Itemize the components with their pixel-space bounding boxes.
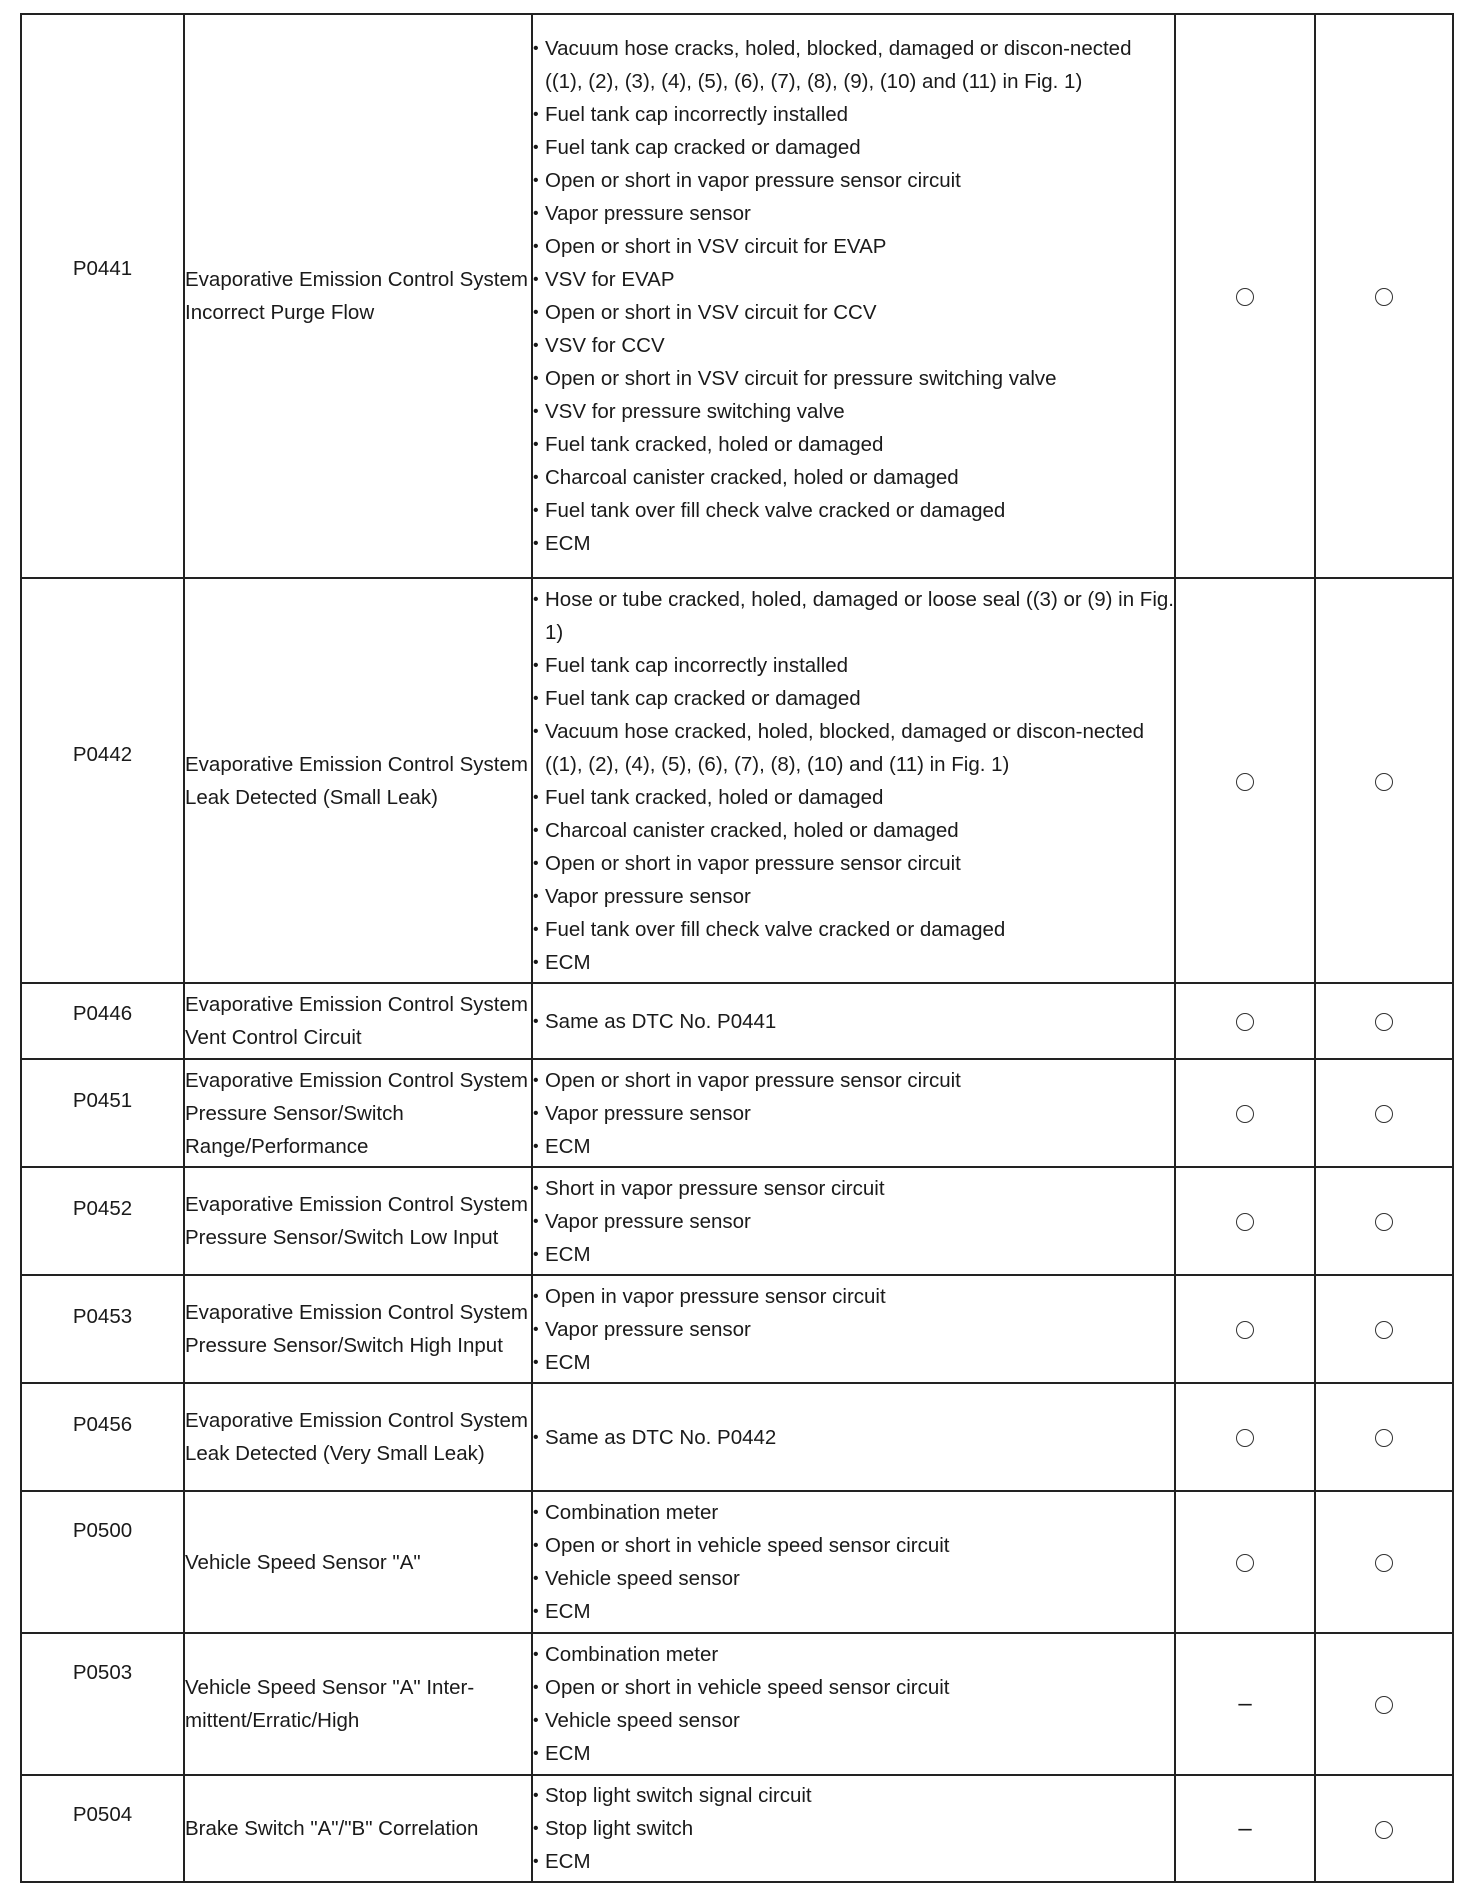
circle-icon xyxy=(1375,1321,1393,1339)
dtc-code: P0452 xyxy=(72,1197,133,1220)
dtc-code-cell xyxy=(21,1167,184,1275)
mil-indicator-cell xyxy=(1175,983,1315,1059)
mil-indicator-cell xyxy=(1175,1383,1315,1491)
trouble-area-list xyxy=(533,1421,1174,1454)
dtc-code: P0442 xyxy=(72,743,133,766)
table-row xyxy=(21,1633,1453,1775)
trouble-area-item: • Vapor pressure sensor xyxy=(533,1097,1174,1130)
trouble-area-cell xyxy=(532,14,1175,578)
circle-icon xyxy=(1236,1213,1254,1231)
trouble-area-item: • Open or short in VSV circuit for EVAP xyxy=(533,230,1174,263)
mil-indicator-cell xyxy=(1175,1059,1315,1167)
dtc-code-cell xyxy=(21,578,184,983)
circle-icon xyxy=(1236,1105,1254,1123)
circle-icon xyxy=(1375,773,1393,791)
memory-indicator-cell xyxy=(1315,1775,1453,1882)
memory-indicator-cell xyxy=(1315,1633,1453,1775)
trouble-area-item: • Combination meter xyxy=(533,1638,1174,1671)
dtc-code: P0504 xyxy=(72,1803,133,1826)
detection-item: Vehicle Speed Sensor "A" xyxy=(185,1550,421,1574)
dash-icon: – xyxy=(1238,1814,1252,1842)
dtc-code-cell xyxy=(21,1383,184,1491)
circle-icon xyxy=(1375,1013,1393,1031)
table-row xyxy=(21,578,1453,983)
dash-icon: – xyxy=(1238,1690,1252,1717)
memory-indicator-cell xyxy=(1315,14,1453,578)
trouble-area-cell xyxy=(532,1383,1175,1491)
trouble-area-item: • Stop light switch signal circuit xyxy=(533,1779,1174,1812)
dtc-code: P0503 xyxy=(72,1661,133,1684)
circle-icon xyxy=(1375,1429,1393,1447)
trouble-area-item: • Vehicle speed sensor xyxy=(533,1704,1174,1737)
trouble-area-item: • Vapor pressure sensor xyxy=(533,1313,1174,1346)
detection-item-cell xyxy=(184,1491,532,1633)
trouble-area-list xyxy=(533,1064,1174,1163)
trouble-area-item: • Vapor pressure sensor xyxy=(533,880,1174,913)
detection-item: Evaporative Emission Control System Leak Detected (Very Small Leak) xyxy=(185,1409,528,1465)
circle-icon xyxy=(1375,1213,1393,1231)
trouble-area-item: • Open or short in vapor pressure sensor circuit xyxy=(533,1064,1174,1097)
circle-icon xyxy=(1236,288,1254,306)
detection-item: Evaporative Emission Control System Incorrect Purge Flow xyxy=(185,268,528,324)
trouble-area-item: • ECM xyxy=(533,946,1174,979)
trouble-area-item: • Fuel tank over fill check valve cracked or damaged xyxy=(533,494,1174,527)
trouble-area-item: • Fuel tank cracked, holed or damaged xyxy=(533,781,1174,814)
detection-item-cell xyxy=(184,983,532,1059)
trouble-area-cell xyxy=(532,1775,1175,1882)
mil-indicator-cell xyxy=(1175,1491,1315,1633)
detection-item: Evaporative Emission Control System Pressure Sensor/Switch High Input xyxy=(185,1301,528,1357)
trouble-area-item: • VSV for EVAP xyxy=(533,263,1174,296)
detection-item-cell xyxy=(184,578,532,983)
trouble-area-item: • ECM xyxy=(533,1845,1174,1878)
trouble-area-item: • Combination meter xyxy=(533,1496,1174,1529)
trouble-area-cell xyxy=(532,1275,1175,1383)
mil-indicator-cell xyxy=(1175,1275,1315,1383)
trouble-area-item: • ECM xyxy=(533,1595,1174,1628)
detection-item: Evaporative Emission Control System Pressure Sensor/Switch Range/Performance xyxy=(185,1068,528,1158)
circle-icon xyxy=(1375,288,1393,306)
table-row xyxy=(21,1775,1453,1882)
trouble-area-item: • VSV for pressure switching valve xyxy=(533,395,1174,428)
trouble-area-item: • Open or short in vehicle speed sensor circuit xyxy=(533,1529,1174,1562)
trouble-area-item: • Vacuum hose cracks, holed, blocked, damaged or discon-nected ((1), (2), (3), (4), (5), (6), (7), (8), (9), (10) and (11) in Fig. 1) xyxy=(533,32,1174,98)
memory-indicator-cell xyxy=(1315,1491,1453,1633)
trouble-area-item: • Open or short in vapor pressure sensor circuit xyxy=(533,847,1174,880)
trouble-area-cell xyxy=(532,1167,1175,1275)
dtc-code: P0456 xyxy=(72,1413,133,1436)
mil-indicator-cell xyxy=(1175,578,1315,983)
memory-indicator-cell xyxy=(1315,578,1453,983)
trouble-area-item: • Same as DTC No. P0441 xyxy=(533,1005,1174,1038)
dtc-code: P0441 xyxy=(72,257,133,280)
dtc-code: P0453 xyxy=(72,1305,133,1328)
mil-indicator-cell xyxy=(1175,14,1315,578)
dtc-code-cell xyxy=(21,1275,184,1383)
detection-item-cell xyxy=(184,1275,532,1383)
trouble-area-item: • Hose or tube cracked, holed, damaged or loose seal ((3) or (9) in Fig. 1) xyxy=(533,583,1174,649)
detection-item: Evaporative Emission Control System Leak Detected (Small Leak) xyxy=(185,752,528,809)
trouble-area-item: • ECM xyxy=(533,527,1174,560)
trouble-area-item: • Vacuum hose cracked, holed, blocked, damaged or discon-nected ((1), (2), (4), (5), (6), (7), (8), (10) and (11) in Fig. 1) xyxy=(533,715,1174,781)
detection-item-cell xyxy=(184,1167,532,1275)
table-row xyxy=(21,1059,1453,1167)
trouble-area-list xyxy=(533,1280,1174,1379)
trouble-area-list xyxy=(533,1779,1174,1878)
trouble-area-item: • Open in vapor pressure sensor circuit xyxy=(533,1280,1174,1313)
trouble-area-item: • Same as DTC No. P0442 xyxy=(533,1421,1174,1454)
detection-item-cell xyxy=(184,1059,532,1167)
dtc-code: P0446 xyxy=(72,1002,133,1025)
memory-indicator-cell xyxy=(1315,1275,1453,1383)
mil-indicator-cell xyxy=(1175,1775,1315,1882)
dtc-code-cell xyxy=(21,1633,184,1775)
trouble-area-item: • ECM xyxy=(533,1130,1174,1163)
trouble-area-item: • Stop light switch xyxy=(533,1812,1174,1845)
circle-icon xyxy=(1236,1013,1254,1031)
trouble-area-item: • Fuel tank cap cracked or damaged xyxy=(533,682,1174,715)
trouble-area-item: • Open or short in VSV circuit for pressure switching valve xyxy=(533,362,1174,395)
trouble-area-item: • VSV for CCV xyxy=(533,329,1174,362)
memory-indicator-cell xyxy=(1315,983,1453,1059)
circle-icon xyxy=(1375,1696,1393,1714)
trouble-area-item: • ECM xyxy=(533,1238,1174,1271)
trouble-area-item: • Charcoal canister cracked, holed or damaged xyxy=(533,814,1174,847)
dtc-code-cell xyxy=(21,14,184,578)
table-row xyxy=(21,1491,1453,1633)
trouble-area-cell xyxy=(532,578,1175,983)
detection-item-cell xyxy=(184,14,532,578)
circle-icon xyxy=(1236,1321,1254,1339)
trouble-area-item: • Open or short in VSV circuit for CCV xyxy=(533,296,1174,329)
detection-item: Brake Switch "A"/"B" Correlation xyxy=(185,1817,479,1840)
trouble-area-item: • Short in vapor pressure sensor circuit xyxy=(533,1172,1174,1205)
trouble-area-cell xyxy=(532,983,1175,1059)
dtc-code-cell xyxy=(21,1775,184,1882)
trouble-area-cell xyxy=(532,1633,1175,1775)
circle-icon xyxy=(1375,1821,1393,1839)
table-row xyxy=(21,983,1453,1059)
trouble-area-cell xyxy=(532,1491,1175,1633)
dtc-code: P0451 xyxy=(72,1089,133,1112)
detection-item: Evaporative Emission Control System Pressure Sensor/Switch Low Input xyxy=(185,1193,528,1249)
trouble-area-item: • Vapor pressure sensor xyxy=(533,197,1174,230)
detection-item-cell xyxy=(184,1633,532,1775)
trouble-area-item: • ECM xyxy=(533,1737,1174,1770)
trouble-area-item: • Fuel tank cap incorrectly installed xyxy=(533,98,1174,131)
trouble-area-item: • Open or short in vehicle speed sensor circuit xyxy=(533,1671,1174,1704)
memory-indicator-cell xyxy=(1315,1383,1453,1491)
table-row xyxy=(21,1383,1453,1491)
dtc-code-cell xyxy=(21,1491,184,1633)
detection-item-cell xyxy=(184,1383,532,1491)
circle-icon xyxy=(1236,1429,1254,1447)
memory-indicator-cell xyxy=(1315,1167,1453,1275)
dtc-code-cell xyxy=(21,1059,184,1167)
circle-icon xyxy=(1375,1554,1393,1572)
trouble-area-item: • Vehicle speed sensor xyxy=(533,1562,1174,1595)
trouble-area-list xyxy=(533,1005,1174,1038)
table-row xyxy=(21,14,1453,578)
mil-indicator-cell xyxy=(1175,1633,1315,1775)
circle-icon xyxy=(1375,1105,1393,1123)
dtc-table-body xyxy=(21,14,1453,1882)
detection-item: Evaporative Emission Control System Vent Control Circuit xyxy=(185,993,528,1049)
trouble-area-item: • Fuel tank cracked, holed or damaged xyxy=(533,428,1174,461)
trouble-area-item: • ECM xyxy=(533,1346,1174,1379)
trouble-area-cell xyxy=(532,1059,1175,1167)
table-row xyxy=(21,1275,1453,1383)
trouble-area-item: • Fuel tank cap cracked or damaged xyxy=(533,131,1174,164)
mil-indicator-cell xyxy=(1175,1167,1315,1275)
trouble-area-item: • Fuel tank over fill check valve cracked or damaged xyxy=(533,913,1174,946)
detection-item: Vehicle Speed Sensor "A" Inter-mittent/Erratic/High xyxy=(185,1676,475,1732)
table-row xyxy=(21,1167,1453,1275)
circle-icon xyxy=(1236,1554,1254,1572)
trouble-area-list xyxy=(533,32,1174,560)
dtc-code-cell xyxy=(21,983,184,1059)
dtc-code: P0500 xyxy=(72,1519,133,1542)
trouble-area-item: • Fuel tank cap incorrectly installed xyxy=(533,649,1174,682)
trouble-area-item: • Vapor pressure sensor xyxy=(533,1205,1174,1238)
circle-icon xyxy=(1236,773,1254,791)
trouble-area-list xyxy=(533,583,1174,979)
dtc-table xyxy=(20,13,1454,1883)
trouble-area-item: • Open or short in vapor pressure sensor circuit xyxy=(533,164,1174,197)
memory-indicator-cell xyxy=(1315,1059,1453,1167)
trouble-area-list xyxy=(533,1638,1174,1770)
trouble-area-list xyxy=(533,1496,1174,1628)
trouble-area-list xyxy=(533,1172,1174,1271)
trouble-area-item: • Charcoal canister cracked, holed or damaged xyxy=(533,461,1174,494)
detection-item-cell xyxy=(184,1775,532,1882)
